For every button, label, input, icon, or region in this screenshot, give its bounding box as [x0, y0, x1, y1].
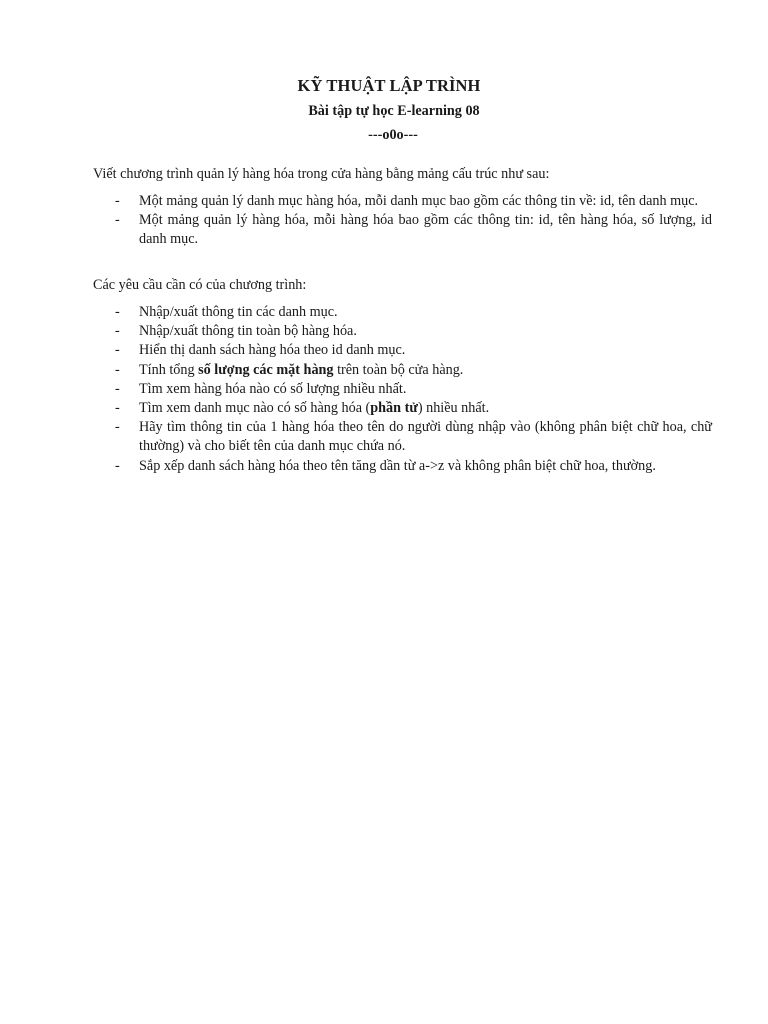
list-item: [93, 211, 712, 249]
document-subtitle: Bài tập tự học E-learning 08: [308, 103, 480, 119]
list-item-text: Tìm xem hàng hóa nào có số lượng nhiều nhất.: [139, 380, 407, 397]
list-item: [93, 457, 712, 476]
list-dash: -: [115, 212, 120, 229]
list-item-text: Sắp xếp danh sách hàng hóa theo tên tăng dần từ a->z và không phân biệt chữ hoa, thường.: [139, 457, 656, 474]
bold-phrase: số lượng các mặt hàng: [198, 361, 334, 378]
list-item: [93, 418, 712, 456]
title-separator: ---o0o---: [368, 127, 418, 143]
text-segment: trên toàn bộ cửa hàng.: [333, 361, 464, 378]
list-item-text: Nhập/xuất thông tin các danh mục.: [139, 304, 338, 320]
list-item: [93, 341, 712, 360]
list-item-text: Một mảng quản lý hàng hóa, mỗi hàng hóa bao gồm các thông tin: id, tên hàng hóa, số lượng, id danh mục.: [139, 212, 712, 248]
list-dash: -: [115, 193, 120, 209]
list-item: [93, 399, 712, 418]
list-dash: -: [115, 361, 120, 378]
list-dash: -: [115, 457, 120, 474]
list-dash: -: [115, 323, 120, 340]
list-item: [93, 192, 712, 211]
requirements-heading: Các yêu cầu cần có của chương trình:: [93, 277, 307, 293]
list-item: [93, 303, 712, 322]
list-item-text: Hiển thị danh sách hàng hóa theo id danh mục.: [139, 342, 406, 359]
text-segment: ) nhiều nhất.: [417, 400, 490, 417]
list-dash: -: [115, 419, 120, 436]
requirements-list: [93, 303, 712, 476]
text-segment: Tìm xem danh mục nào có số hàng hóa (: [139, 400, 371, 417]
text-segment: Tính tổng: [139, 361, 199, 378]
list-item-text: Một mảng quản lý danh mục hàng hóa, mỗi danh mục bao gồm các thông tin về: id, tên danh mục.: [139, 193, 699, 209]
intro-paragraph: Viết chương trình quản lý hàng hóa trong cửa hàng bằng mảng cấu trúc như sau:: [93, 166, 550, 182]
list-dash: -: [115, 304, 120, 320]
list-item-text: [139, 362, 463, 378]
document-title: KỸ THUẬT LẬP TRÌNH: [297, 76, 481, 95]
list-dash: -: [115, 342, 120, 359]
list-item-text: Nhập/xuất thông tin toàn bộ hàng hóa.: [139, 323, 357, 340]
list-dash: -: [115, 400, 120, 417]
list-item-text: Hãy tìm thông tin của 1 hàng hóa theo tên do người dùng nhập vào (không phân biệt chữ hoa, chữ thường) và cho biết tên của danh mục chứa nó.: [139, 419, 712, 455]
list-item: [93, 380, 712, 399]
list-item: [93, 322, 712, 341]
list-item: [93, 361, 712, 380]
bold-phrase: phần tử: [370, 400, 418, 417]
list-item-text: [139, 400, 489, 416]
list-dash: -: [115, 380, 120, 397]
structure-list: [93, 192, 712, 250]
